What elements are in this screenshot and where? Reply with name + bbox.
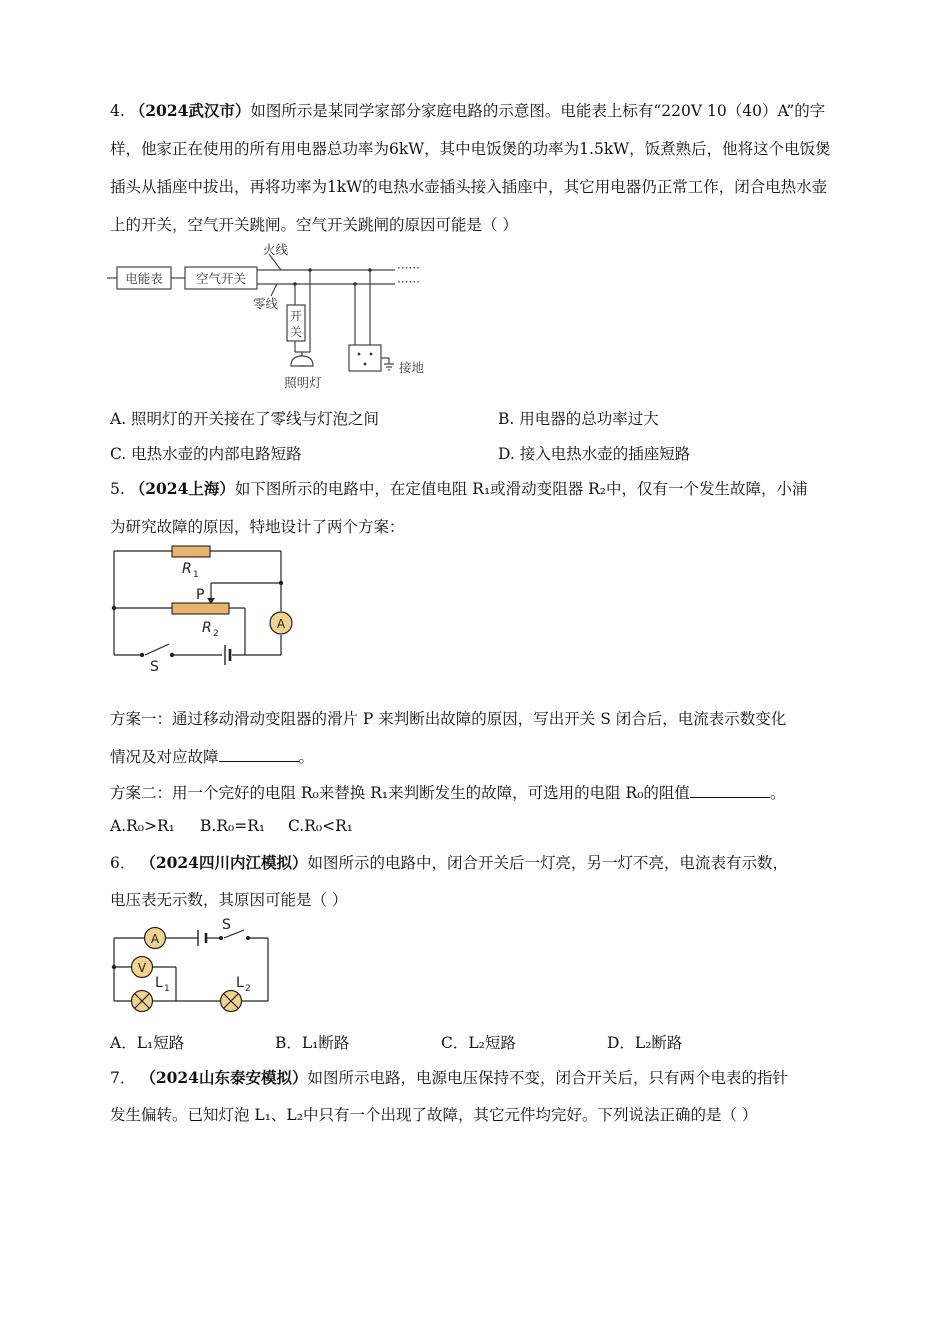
question-source: （2024上海）: [129, 479, 235, 498]
plan2-end: 。: [769, 784, 786, 802]
q4-option-b: B. 用电器的总功率过大: [498, 410, 659, 428]
continuation-dots-neutral: ······: [397, 275, 420, 289]
r1-subscript: 1: [193, 570, 199, 580]
question-number: 4.: [110, 102, 125, 120]
q6-circuit-diagram: [110, 917, 275, 1007]
question-number: 6．: [110, 854, 136, 872]
question-source: （2024山东泰安模拟）: [140, 1068, 308, 1087]
slider-p-label: P: [196, 587, 205, 603]
ammeter-label: A: [276, 617, 286, 631]
q7-line-1: [110, 1066, 788, 1088]
question-text: 如图所示的电路中，闭合开关后一灯亮，另一灯不亮，电流表有示数，: [307, 854, 788, 872]
l1-subscript: 1: [164, 984, 170, 994]
switch-label-top: 开: [289, 309, 303, 323]
q4-option-c: C. 电热水壶的内部电路短路: [110, 445, 302, 463]
switch-s-label: S: [222, 917, 231, 933]
q6-option-c: C．L₂短路: [441, 1034, 516, 1052]
answer-blank: [219, 747, 299, 762]
question-number: 7．: [110, 1069, 136, 1087]
question-number: 5.: [110, 480, 125, 498]
plan1-text: 情况及对应故障: [110, 748, 219, 766]
breaker-label: 空气开关: [195, 271, 247, 286]
q5-option-c: C.R₀<R₁: [288, 817, 353, 835]
switch-s-label: S: [150, 659, 159, 675]
l2-label: L: [236, 975, 244, 991]
question-text: 如图所示是某同学家部分家庭电路的示意图。电能表上标有“220V 10（40）A”的字样，他家正在使用的所有用电器总功率为6kW，其中电饭煲的功率为1.5kW，饭煮熟后，他将这个电饭煲插头从插座中拔出，再将功率为1kW的电热水壶插头接入插座中，其它用电器仍正常工作，闭合电热水壶上的开关，空气开关跳闸。空气开关跳闸的原因可能是（ ）: [110, 102, 831, 234]
question-text: 如图所示电路，电源电压保持不变，闭合开关后，只有两个电表的指针: [307, 1069, 788, 1087]
switch-label-bottom: 关: [289, 325, 303, 339]
continuation-dots-live: ······: [397, 261, 420, 275]
q5-line-1: [110, 477, 808, 499]
l1-label: L: [155, 975, 163, 991]
q5-option-b: B.R₀=R₁: [200, 817, 266, 835]
plan1-end: 。: [298, 748, 315, 766]
q4-option-a: A. 照明灯的开关接在了零线与灯泡之间: [110, 410, 380, 428]
question-4: [110, 92, 840, 244]
r2-subscript: 2: [213, 629, 219, 639]
answer-blank: [690, 783, 770, 798]
r1-label: R: [182, 561, 192, 577]
q5-circuit-diagram: [110, 543, 295, 673]
q7-line-2: 发生偏转。已知灯泡 L₁、L₂中只有一个出现了故障，其它元件均完好。下列说法正确的是（ ）: [110, 1106, 758, 1124]
q6-option-a: A．L₁短路: [110, 1034, 185, 1052]
q6-option-b: B．L₁断路: [275, 1034, 350, 1052]
voltmeter-label: V: [137, 961, 147, 975]
ammeter-label: A: [150, 932, 160, 946]
lamp-label: 照明灯: [284, 375, 322, 390]
l2-subscript: 2: [245, 984, 251, 994]
household-circuit-diagram: [105, 240, 445, 395]
q6-option-d: D．L₂断路: [607, 1034, 683, 1052]
q5-plan2-line: [110, 781, 785, 803]
ground-label: 接地: [399, 360, 425, 375]
question-text: 如下图所示的电路中，在定值电阻 R₁或滑动变阻器 R₂中，仅有一个发生故障，小浦: [234, 480, 808, 498]
q5-plan1-line-1: 方案一：通过移动滑动变阻器的滑片 P 来判断出故障的原因，写出开关 S 闭合后，电流表示数变化: [110, 710, 787, 728]
question-source: （2024四川内江模拟）: [140, 853, 308, 872]
q5-plan1-line-2: [110, 745, 314, 767]
q5-line-2: 为研究故障的原因，特地设计了两个方案：: [110, 518, 405, 536]
q6-line-1: [110, 851, 788, 873]
question-source: （2024武汉市）: [129, 101, 251, 120]
meter-label: 电能表: [125, 271, 163, 286]
live-wire-label: 火线: [263, 242, 289, 257]
r2-label: R: [202, 620, 212, 636]
neutral-wire-label: 零线: [253, 296, 279, 311]
plan2-text: 方案二：用一个完好的电阻 R₀来替换 R₁来判断发生的故障，可选用的电阻 R₀的阻值: [110, 784, 690, 802]
q4-option-d: D. 接入电热水壶的插座短路: [498, 445, 691, 463]
q6-line-2: 电压表无示数，其原因可能是（ ）: [110, 891, 348, 909]
q5-option-a: A.R₀>R₁: [110, 817, 175, 835]
